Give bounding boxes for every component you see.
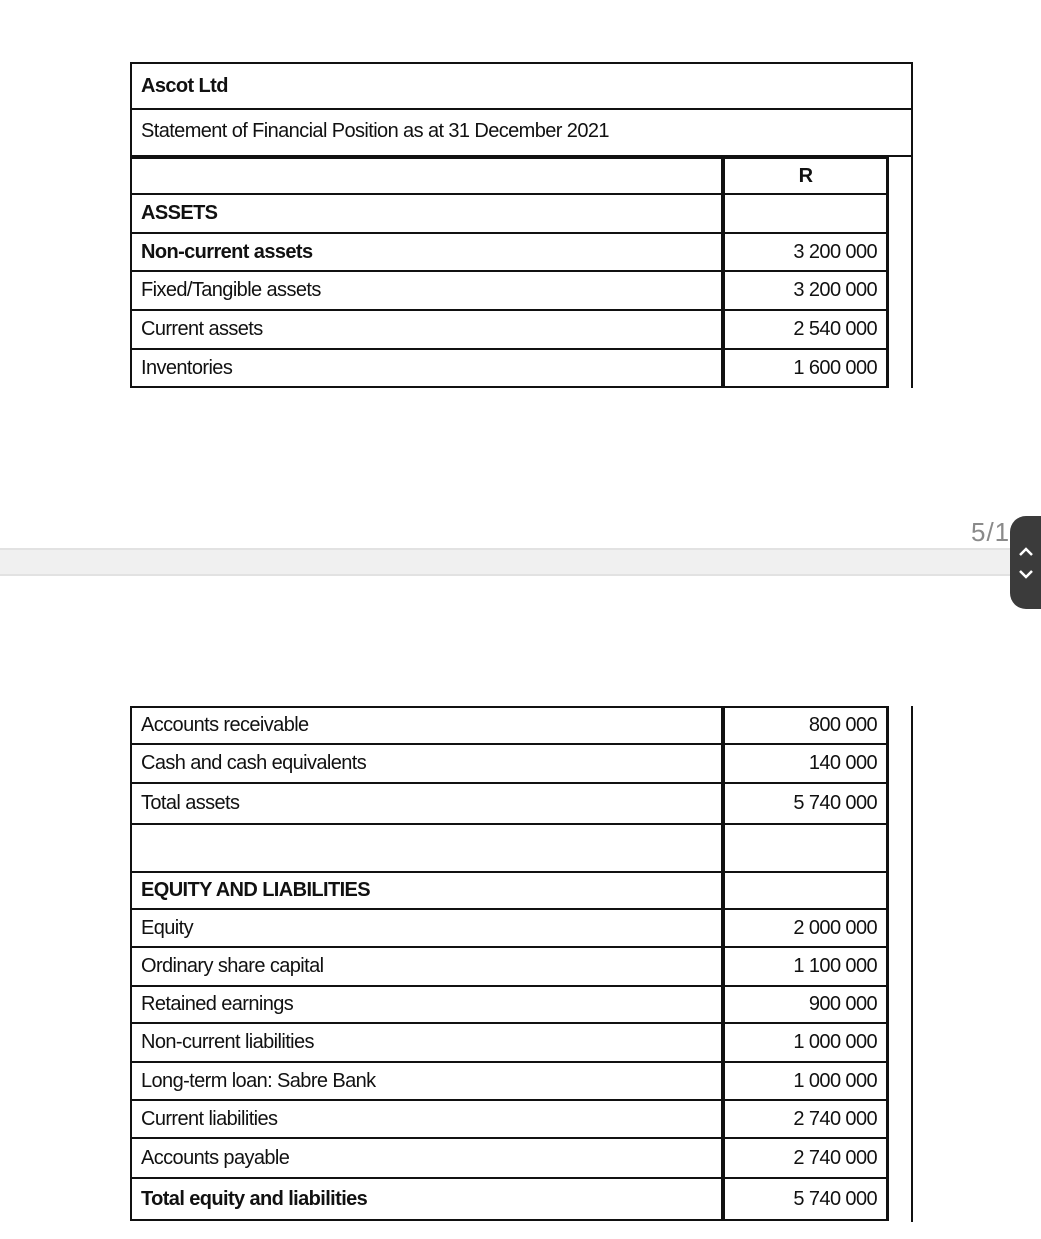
table-row	[130, 946, 889, 987]
row-label: Accounts receivable	[130, 706, 723, 745]
company-row	[130, 62, 913, 110]
row-value	[723, 871, 889, 910]
row-value	[723, 823, 889, 873]
row-label: Accounts payable	[130, 1137, 723, 1179]
row-label: Non-current liabilities	[130, 1022, 723, 1063]
row-value	[723, 193, 889, 234]
currency-label: R	[798, 164, 813, 187]
row-value: 900 000	[723, 985, 889, 1024]
row-label: Equity	[130, 908, 723, 948]
table-row	[130, 706, 889, 745]
page-separator	[0, 548, 1041, 576]
row-label: Current assets	[130, 309, 723, 350]
row-value: 800 000	[723, 706, 889, 745]
row-label: Long-term loan: Sabre Bank	[130, 1061, 723, 1101]
table-row	[130, 1061, 889, 1101]
row-label: Ordinary share capital	[130, 946, 723, 987]
row-label: Cash and cash equivalents	[130, 743, 723, 784]
table-row	[130, 985, 889, 1024]
table-row	[130, 908, 889, 948]
row-label	[130, 823, 723, 873]
currency-header	[723, 157, 889, 195]
row-value: 5 740 000	[723, 782, 889, 825]
row-value: 1 100 000	[723, 946, 889, 987]
table-row	[130, 743, 889, 784]
document-page-1	[0, 0, 1041, 548]
row-label: Non-current assets	[130, 232, 723, 272]
row-label: Current liabilities	[130, 1099, 723, 1139]
row-label: Total equity and liabilities	[130, 1177, 723, 1221]
header-row	[130, 157, 889, 195]
row-label: Retained earnings	[130, 985, 723, 1024]
row-value: 2 740 000	[723, 1137, 889, 1179]
row-label: ASSETS	[130, 193, 723, 234]
row-value: 5 740 000	[723, 1177, 889, 1221]
table-row	[130, 348, 889, 388]
row-value: 3 200 000	[723, 270, 889, 311]
row-value: 1 000 000	[723, 1061, 889, 1101]
table-row	[130, 232, 889, 272]
row-label: EQUITY AND LIABILITIES	[130, 871, 723, 910]
page-indicator: 5/1	[971, 517, 1011, 547]
row-value: 3 200 000	[723, 232, 889, 272]
document-page-2	[0, 576, 1041, 1239]
table-row	[130, 1137, 889, 1179]
outer-right-line-p1	[911, 157, 913, 388]
table-row	[130, 1022, 889, 1063]
statement-title-row	[130, 108, 913, 157]
table-row	[130, 1099, 889, 1139]
row-value: 2 540 000	[723, 309, 889, 350]
table-row	[130, 270, 889, 311]
row-value: 1 000 000	[723, 1022, 889, 1063]
company-name: Ascot Ltd	[141, 74, 228, 97]
row-label: Total assets	[130, 782, 723, 825]
financial-table-page-2	[130, 706, 913, 1226]
statement-title: Statement of Financial Position as at 31 December 2021	[141, 120, 609, 142]
row-label: Fixed/Tangible assets	[130, 270, 723, 311]
row-value: 140 000	[723, 743, 889, 784]
outer-right-line-p2	[911, 706, 913, 1222]
header-label-cell	[130, 157, 723, 195]
financial-table-page-1	[130, 62, 913, 388]
chevron-up-icon[interactable]	[1018, 547, 1034, 557]
table-row	[130, 782, 889, 825]
row-label: Inventories	[130, 348, 723, 388]
table-row	[130, 823, 889, 873]
row-value: 1 600 000	[723, 348, 889, 388]
table-row	[130, 1177, 889, 1221]
table-row	[130, 309, 889, 350]
table-row	[130, 871, 889, 910]
row-value: 2 000 000	[723, 908, 889, 948]
table-row	[130, 193, 889, 234]
row-value: 2 740 000	[723, 1099, 889, 1139]
